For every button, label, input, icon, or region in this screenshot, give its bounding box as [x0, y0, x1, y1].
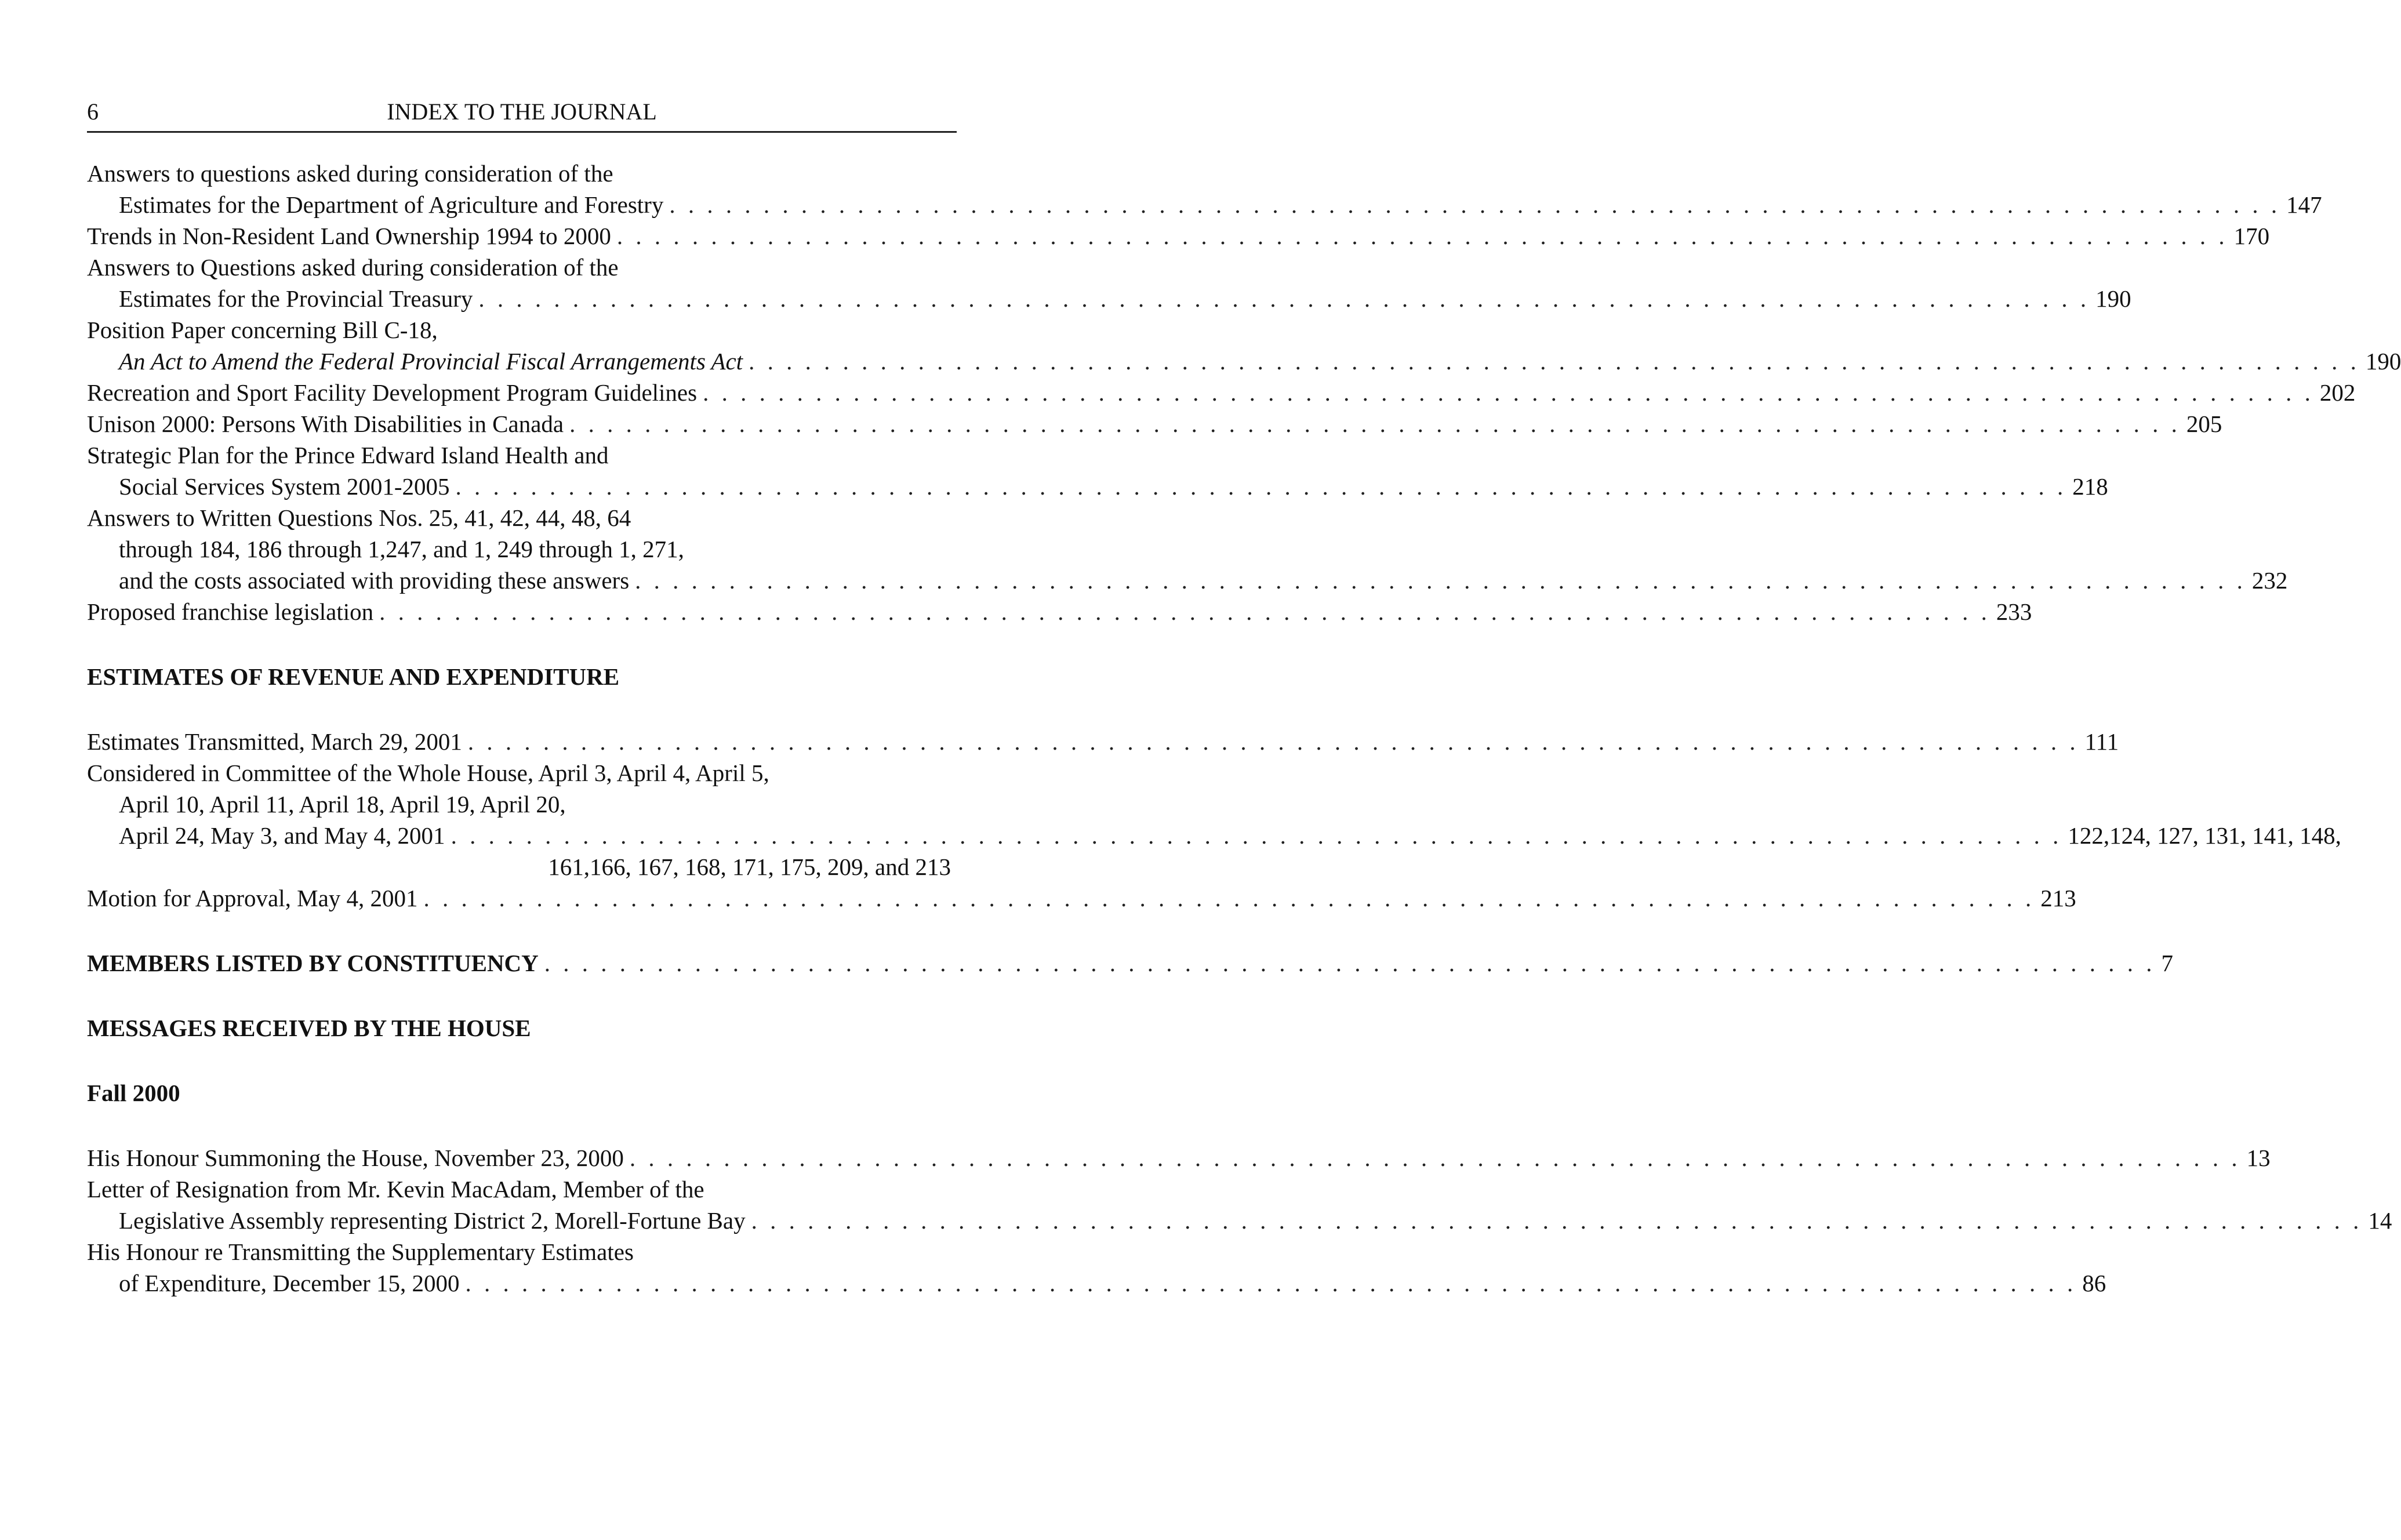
index-entry — [87, 220, 2270, 252]
entry-line: Social Services System 2001-2005 — [119, 473, 450, 500]
entry-line: Legislative Assembly representing District 2, Morell-Fortune Bay — [119, 1207, 746, 1234]
index-entry — [87, 408, 2222, 440]
documents-list — [87, 158, 2401, 627]
page-reference: 147 — [2286, 191, 2322, 218]
dot-leader: . . . . . . . . . . . . . . . . . . . . . . . . . . . . . . . . . . . . . . . . . . . . . . . . . . . . . . . . . . . . . . . . . . . . . . . . . . . . . . . . . . . . . . — [379, 598, 1990, 625]
dot-leader: . . . . . . . . . . . . . . . . . . . . . . . . . . . . . . . . . . . . . . . . . . . . . . . . . . . . . . . . . . . . . . . . . . . . . . . . . . . . . . . . . . . . . . — [751, 1207, 2363, 1234]
dot-leader: . . . . . . . . . . . . . . . . . . . . . . . . . . . . . . . . . . . . . . . . . . . . . . . . . . . . . . . . . . . . . . . . . . . . . . . . . . . . . . . . . . . . . . — [669, 191, 2281, 218]
entry-line: April 10, April 11, April 18, April 19, April 20, — [119, 791, 566, 818]
entry-line: Trends in Non-Resident Land Ownership 1994 to 2000 — [87, 223, 611, 249]
section-heading: MESSAGES RECEIVED BY THE HOUSE — [87, 1015, 531, 1041]
entry-line: Letter of Resignation from Mr. Kevin MacAdam, Member of the — [87, 1176, 704, 1203]
index-entry — [87, 314, 2401, 377]
page-reference: 190 — [2095, 285, 2131, 312]
page-reference: 205 — [2186, 411, 2222, 437]
page-reference: 218 — [2072, 473, 2108, 500]
running-header — [87, 97, 957, 133]
dot-leader: . . . . . . . . . . . . . . . . . . . . . . . . . . . . . . . . . . . . . . . . . . . . . . . . . . . . . . . . . . . . . . . . . . . . . . . . . . . . . . . . . . . . . . — [465, 1270, 2077, 1296]
entry-line: An Act to Amend the Federal Provincial Fiscal Arrangements Act — [119, 348, 743, 375]
members-section — [87, 947, 2174, 979]
dot-leader: . . . . . . . . . . . . . . . . . . . . . . . . . . . . . . . . . . . . . . . . . . . . . . . . . . . . . . . . . . . . . . . . . . . . . . . . . . . . . . . . . . . . . . — [749, 348, 2360, 375]
entry-line: Answers to Questions asked during consideration of the — [87, 254, 619, 281]
section-heading: ESTIMATES OF REVENUE AND EXPENDITURE — [87, 663, 620, 690]
page-reference: 7 — [2161, 950, 2174, 976]
dot-leader: . . . . . . . . . . . . . . . . . . . . . . . . . . . . . . . . . . . . . . . . . . . . . . . . . . . . . . . . . . . . . . . . . . . . . . . . . . . . . . . . . . . . . . — [467, 728, 2079, 755]
entry-line: Estimates Transmitted, March 29, 2001 — [87, 728, 462, 755]
dot-leader: . . . . . . . . . . . . . . . . . . . . . . . . . . . . . . . . . . . . . . . . . . . . . . . . . . . . . . . . . . . . . . . . . . . . . . . . . . . . . . . . . . . . . . — [423, 885, 2035, 911]
page-reference-continued: 161,166, 167, 168, 171, 175, 209, and 213 — [548, 853, 951, 880]
index-entry — [87, 726, 2119, 757]
entry-line: of Expenditure, December 15, 2000 — [119, 1270, 460, 1296]
entry-line: April 24, May 3, and May 4, 2001 — [119, 822, 445, 849]
entry-line: Unison 2000: Persons With Disabilities in Canada — [87, 411, 564, 437]
entry-line: Answers to questions asked during consideration of the — [87, 160, 613, 187]
dot-leader: . . . . . . . . . . . . . . . . . . . . . . . . . . . . . . . . . . . . . . . . . . . . . . . . . . . . . . . . . . . . . . . . . . . . . . . . . . . . . . . . . . . . . . — [478, 285, 2090, 312]
entry-line: Position Paper concerning Bill C-18, — [87, 317, 438, 343]
dot-leader: . . . . . . . . . . . . . . . . . . . . . . . . . . . . . . . . . . . . . . . . . . . . . . . . . . . . . . . . . . . . . . . . . . . . . . . . . . . . . . . . . . . . . . — [616, 223, 2228, 249]
index-entry — [87, 377, 2356, 408]
messages-section — [87, 1012, 2392, 1299]
dot-leader: . . . . . . . . . . . . . . . . . . . . . . . . . . . . . . . . . . . . . . . . . . . . . . . . . . . . . . . . . . . . . . . . . . . . . . . . . . . . . . . . . . . . . . — [455, 473, 2067, 500]
index-entry — [87, 596, 2032, 627]
entry-line: Estimates for the Department of Agriculture and Forestry — [119, 191, 664, 218]
page-reference: 122,124, 127, 131, 141, 148, — [2068, 822, 2341, 849]
entry-line: Estimates for the Provincial Treasury — [119, 285, 473, 312]
index-entry — [87, 1174, 2392, 1236]
dot-leader: . . . . . . . . . . . . . . . . . . . . . . . . . . . . . . . . . . . . . . . . . . . . . . . . . . . . . . . . . . . . . . . . . . . . . . . . . . . . . . . . . . . . . . — [703, 379, 2314, 406]
dot-leader: . . . . . . . . . . . . . . . . . . . . . . . . . . . . . . . . . . . . . . . . . . . . . . . . . . . . . . . . . . . . . . . . . . . . . . . . . . . . . . . . . . . . . . — [451, 822, 2062, 849]
index-entry — [87, 252, 2131, 314]
estimates-section — [87, 661, 2341, 914]
entry-line: Motion for Approval, May 4, 2001 — [87, 885, 418, 911]
dot-leader: . . . . . . . . . . . . . . . . . . . . . . . . . . . . . . . . . . . . . . . . . . . . . . . . . . . . . . . . . . . . . . . . . . . . . . . . . . . . . . . . . . . . . . — [635, 567, 2246, 594]
page-reference: 232 — [2251, 567, 2288, 594]
entry-line: Strategic Plan for the Prince Edward Island Health and — [87, 442, 609, 468]
page-reference: 14 — [2368, 1207, 2392, 1234]
page-reference: 13 — [2246, 1145, 2271, 1171]
page-reference: 202 — [2319, 379, 2356, 406]
section-subheading: Fall 2000 — [87, 1080, 180, 1106]
dot-leader: . . . . . . . . . . . . . . . . . . . . . . . . . . . . . . . . . . . . . . . . . . . . . . . . . . . . . . . . . . . . . . . . . . . . . . . . . . . . . . . . . . . . . . — [569, 411, 2181, 437]
page-reference: 190 — [2365, 348, 2401, 375]
entry-line: Answers to Written Questions Nos. 25, 41, 42, 44, 48, 64 — [87, 504, 631, 531]
index-content — [87, 158, 2401, 1299]
page-reference: 170 — [2233, 223, 2270, 249]
page-reference: 213 — [2040, 885, 2076, 911]
page-reference: 233 — [1996, 598, 2032, 625]
index-entry — [87, 1236, 2106, 1299]
entry-line: His Honour Summoning the House, November 23, 2000 — [87, 1145, 624, 1171]
entry-line: through 184, 186 through 1,247, and 1, 249 through 1, 271, — [119, 536, 684, 562]
index-entry — [87, 757, 2341, 882]
dot-leader: . . . . . . . . . . . . . . . . . . . . . . . . . . . . . . . . . . . . . . . . . . . . . . . . . . . . . . . . . . . . . . . . . . . . . . . . . . . . . . . . . . . . . . — [544, 950, 2156, 976]
entry-line: Proposed franchise legislation — [87, 598, 374, 625]
entry-line: and the costs associated with providing these answers — [119, 567, 630, 594]
index-entry — [87, 882, 2076, 914]
entry-line: Recreation and Sport Facility Development Program Guidelines — [87, 379, 698, 406]
section-heading: MEMBERS LISTED BY CONSTITUENCY — [87, 950, 539, 976]
index-entry — [87, 440, 2108, 502]
page-number: 6 — [87, 99, 99, 125]
index-entry — [87, 1142, 2271, 1174]
index-entry — [87, 158, 2322, 220]
running-title: INDEX TO THE JOURNAL — [387, 99, 657, 125]
page-reference: 111 — [2084, 728, 2119, 755]
entry-line: Considered in Committee of the Whole House, April 3, April 4, April 5, — [87, 760, 769, 786]
index-entry — [87, 502, 2288, 596]
dot-leader: . . . . . . . . . . . . . . . . . . . . . . . . . . . . . . . . . . . . . . . . . . . . . . . . . . . . . . . . . . . . . . . . . . . . . . . . . . . . . . . . . . . . . . — [629, 1145, 2241, 1171]
page-reference: 86 — [2082, 1270, 2106, 1296]
entry-line: His Honour re Transmitting the Supplementary Estimates — [87, 1238, 634, 1265]
